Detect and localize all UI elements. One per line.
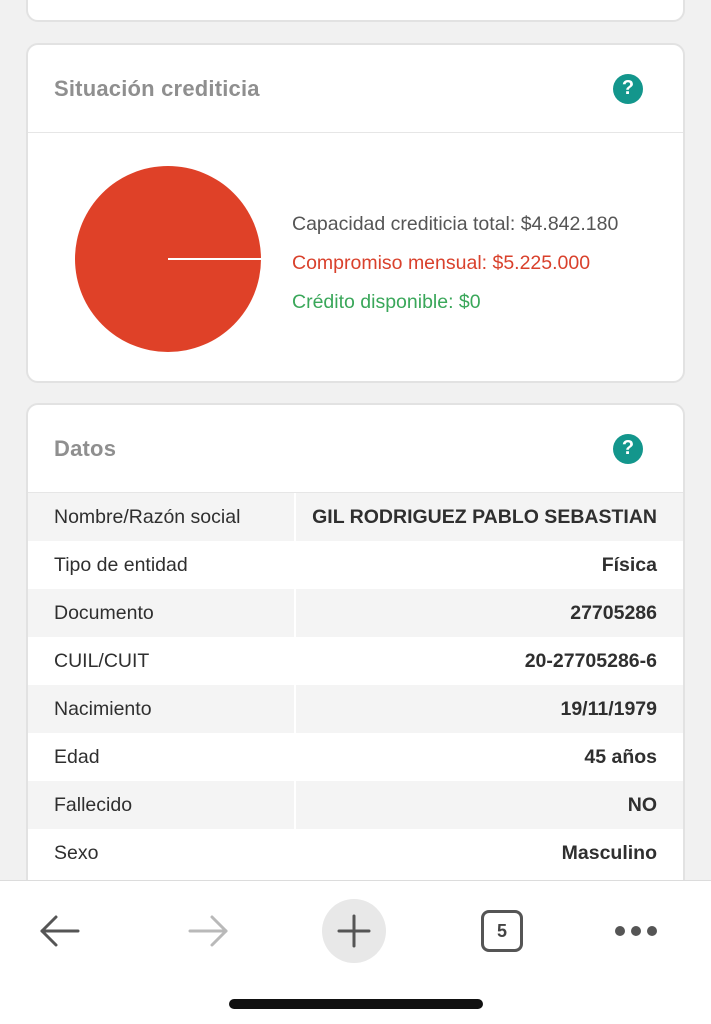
- credit-status-card: [26, 43, 685, 383]
- question-circle-icon[interactable]: ?: [613, 74, 643, 104]
- row-value: Masculino: [561, 841, 657, 864]
- datos-card: [26, 403, 685, 923]
- arrow-left-icon: [38, 909, 82, 953]
- table-row: [28, 685, 683, 733]
- credit-body: [28, 133, 683, 383]
- row-value: 19/11/1979: [560, 697, 657, 720]
- datos-card-title: Datos: [54, 435, 117, 461]
- plus-icon: [336, 913, 372, 949]
- row-value: GIL RODRIGUEZ PABLO SEBASTIAN: [312, 505, 657, 528]
- home-indicator[interactable]: [229, 999, 483, 1009]
- tabs-button[interactable]: [470, 899, 534, 963]
- table-row: [28, 589, 683, 637]
- new-tab-button[interactable]: [322, 899, 386, 963]
- row-value: NO: [627, 793, 657, 816]
- credit-total-text: Capacidad crediticia total: $4.842.180: [292, 213, 619, 235]
- table-row: [28, 541, 683, 589]
- credit-card-title: Situación crediticia: [54, 75, 260, 101]
- table-row: [28, 781, 683, 829]
- row-value: 45 años: [584, 745, 657, 768]
- back-button[interactable]: [28, 899, 92, 963]
- row-value: 27705286: [570, 601, 657, 624]
- datos-table: [28, 493, 683, 877]
- table-row: [28, 733, 683, 781]
- browser-toolbar: [0, 880, 711, 1024]
- credit-available-text: Crédito disponible: $0: [292, 291, 481, 313]
- row-label: CUIL/CUIT: [28, 637, 296, 685]
- tab-count: 5: [496, 920, 507, 941]
- credit-legend: [292, 205, 618, 322]
- question-circle-icon[interactable]: ?: [613, 434, 643, 464]
- more-dots-icon: [614, 925, 658, 937]
- row-label: Fallecido: [28, 781, 296, 829]
- forward-button[interactable]: [176, 899, 240, 963]
- row-value: Física: [601, 553, 657, 576]
- row-label: Edad: [28, 733, 296, 781]
- row-label: Documento: [28, 589, 296, 637]
- credit-pie-chart: [74, 165, 262, 353]
- row-value: 20-27705286-6: [524, 649, 657, 672]
- row-label: Nacimiento: [28, 685, 296, 733]
- datos-card-header: [28, 405, 683, 493]
- arrow-right-icon: [186, 909, 230, 953]
- table-row: [28, 829, 683, 877]
- previous-card: [26, 0, 685, 22]
- table-row: [28, 493, 683, 541]
- row-label: Tipo de entidad: [28, 541, 296, 589]
- row-label: Sexo: [28, 829, 296, 877]
- row-label: Nombre/Razón social: [28, 493, 296, 541]
- table-row: [28, 637, 683, 685]
- tabs-icon: [481, 910, 523, 952]
- credit-commitment-text: Compromiso mensual: $5.225.000: [292, 252, 591, 274]
- credit-card-header: [28, 45, 683, 133]
- more-button[interactable]: [604, 899, 668, 963]
